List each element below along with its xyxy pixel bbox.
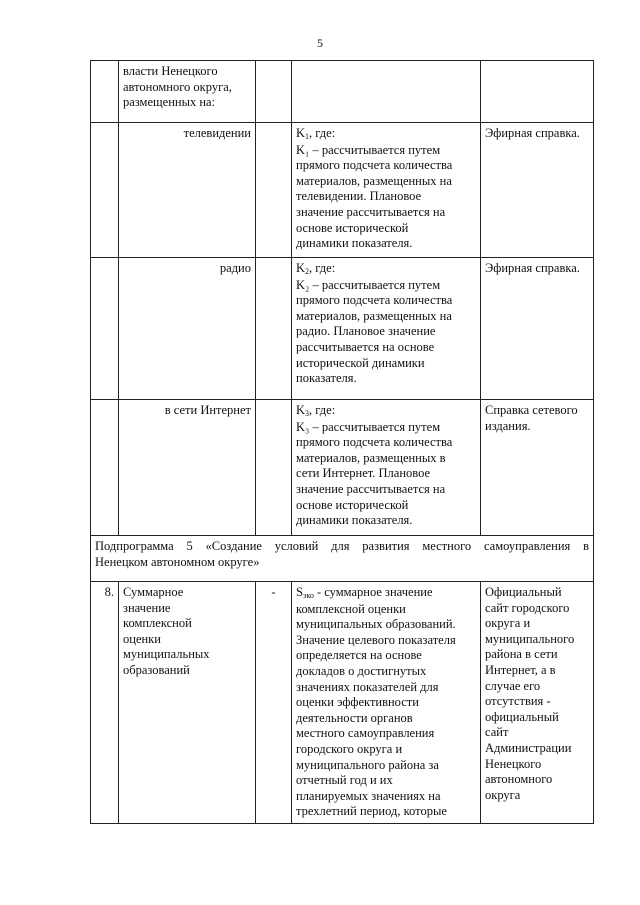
subprogram-title bbox=[91, 536, 594, 582]
source-line: округа bbox=[485, 787, 521, 802]
source-cell bbox=[481, 582, 594, 824]
unit-cell bbox=[256, 123, 292, 258]
formula-label: K1, где: bbox=[296, 126, 336, 141]
source-line: Ненецкого bbox=[485, 756, 542, 771]
method-line: муниципального района за bbox=[296, 757, 439, 772]
source-line: округа и bbox=[485, 616, 531, 631]
source-line: Официальный bbox=[485, 585, 562, 599]
name-line: комплексной bbox=[123, 616, 192, 631]
method-line: телевидении. Плановое bbox=[296, 189, 422, 204]
indicator-name-cell bbox=[119, 61, 256, 123]
method-cell bbox=[292, 61, 481, 123]
source-line: официальный bbox=[485, 709, 559, 724]
unit-cell: - bbox=[256, 582, 292, 824]
method-line: отчетный год и их bbox=[296, 773, 393, 788]
formula-label: Sэко - суммарное значение bbox=[296, 585, 433, 600]
method-line: докладов о достигнутых bbox=[296, 663, 427, 678]
name-line: образований bbox=[123, 662, 190, 677]
method-line: значение рассчитывается на bbox=[296, 204, 446, 219]
method-cell bbox=[292, 400, 481, 536]
method-line: трехлетний период, которые bbox=[296, 804, 447, 819]
table-row bbox=[91, 400, 594, 536]
method-line: материалов, размещенных в bbox=[296, 450, 446, 465]
source-line: Справка сетевого bbox=[485, 403, 578, 417]
method-line: сети Интернет. Плановое bbox=[296, 466, 431, 481]
name-line: оценки bbox=[123, 631, 161, 646]
unit-cell bbox=[256, 61, 292, 123]
method-line: материалов, размещенных на bbox=[296, 173, 452, 188]
method-line: основе исторической bbox=[296, 220, 409, 235]
source-line: автономного bbox=[485, 772, 553, 787]
method-line: комплексной оценки bbox=[296, 601, 406, 616]
indicator-name-cell bbox=[119, 582, 256, 824]
method-cell bbox=[292, 258, 481, 400]
source-line: района в сети bbox=[485, 647, 558, 662]
indicators-table bbox=[90, 60, 594, 824]
unit-cell bbox=[256, 258, 292, 400]
indicator-name-cell: телевидении bbox=[119, 123, 256, 258]
formula-label: K3, где: bbox=[296, 403, 336, 418]
method-line: деятельности органов bbox=[296, 710, 413, 725]
method-line: рассчитывается на основе bbox=[296, 339, 435, 354]
name-line: размещенных на: bbox=[123, 95, 216, 110]
page-number: 5 bbox=[317, 36, 323, 50]
method-line: основе исторической bbox=[296, 497, 409, 512]
row-number-cell bbox=[91, 123, 119, 258]
method-line: материалов, размещенных на bbox=[296, 308, 452, 323]
table-row bbox=[91, 123, 594, 258]
source-line: Интернет, а в bbox=[485, 662, 556, 677]
method-line: прямого подсчета количества bbox=[296, 435, 453, 450]
method-line: K₃ – рассчитывается путем bbox=[296, 419, 441, 434]
method-line: K₂ – рассчитывается путем bbox=[296, 277, 441, 292]
name-line: муниципальных bbox=[123, 647, 210, 662]
method-line: значениях показателей для bbox=[296, 679, 439, 694]
source-cell bbox=[481, 61, 594, 123]
method-line: муниципальных образований. bbox=[296, 617, 456, 632]
name-line: Суммарное bbox=[123, 585, 184, 599]
method-line: значение рассчитывается на bbox=[296, 481, 446, 496]
source-line: случае его bbox=[485, 678, 541, 693]
method-line: исторической динамики bbox=[296, 355, 425, 370]
method-line: определяется на основе bbox=[296, 648, 422, 663]
source-line: сайт bbox=[485, 725, 509, 740]
source-line: издания. bbox=[485, 418, 531, 433]
method-line: планируемых значениях на bbox=[296, 788, 441, 803]
method-cell bbox=[292, 582, 481, 824]
method-line: Значение целевого показателя bbox=[296, 632, 456, 647]
method-line: радио. Плановое значение bbox=[296, 324, 436, 339]
source-cell bbox=[481, 400, 594, 536]
source-line: отсутствия - bbox=[485, 694, 551, 709]
method-line: прямого подсчета количества bbox=[296, 158, 453, 173]
table-row bbox=[91, 61, 594, 123]
name-line: автономного округа, bbox=[123, 79, 232, 94]
table-row bbox=[91, 258, 594, 400]
method-line: K₁ – рассчитывается путем bbox=[296, 142, 441, 157]
subprogram-title-line: Подпрограмма 5 «Создание условий для развития местного самоуправления в bbox=[95, 539, 589, 553]
method-line: прямого подсчета количества bbox=[296, 293, 453, 308]
method-line: оценки эффективности bbox=[296, 695, 419, 710]
source-line: сайт городского bbox=[485, 600, 570, 615]
name-line: значение bbox=[123, 600, 171, 615]
method-line: городского округа и bbox=[296, 741, 403, 756]
section-row bbox=[91, 536, 594, 582]
source-line: Администрации bbox=[485, 740, 572, 755]
unit-cell bbox=[256, 400, 292, 536]
method-line: показателя. bbox=[296, 371, 357, 386]
formula-label: K2, где: bbox=[296, 261, 336, 276]
subprogram-title-line: Ненецком автономном округе» bbox=[95, 554, 260, 569]
source-cell: Эфирная справка. bbox=[481, 258, 594, 400]
row-number-cell bbox=[91, 400, 119, 536]
method-line: динамики показателя. bbox=[296, 236, 413, 251]
row-number-cell: 8. bbox=[91, 582, 119, 824]
method-cell bbox=[292, 123, 481, 258]
row-number-cell bbox=[91, 258, 119, 400]
row-number-cell bbox=[91, 61, 119, 123]
indicator-name-cell: радио bbox=[119, 258, 256, 400]
table-row bbox=[91, 582, 594, 824]
method-line: местного самоуправления bbox=[296, 726, 435, 741]
source-line: муниципального bbox=[485, 631, 575, 646]
indicator-name-cell: в сети Интернет bbox=[119, 400, 256, 536]
method-line: динамики показателя. bbox=[296, 513, 413, 528]
name-line: власти Ненецкого bbox=[123, 64, 218, 78]
source-cell: Эфирная справка. bbox=[481, 123, 594, 258]
